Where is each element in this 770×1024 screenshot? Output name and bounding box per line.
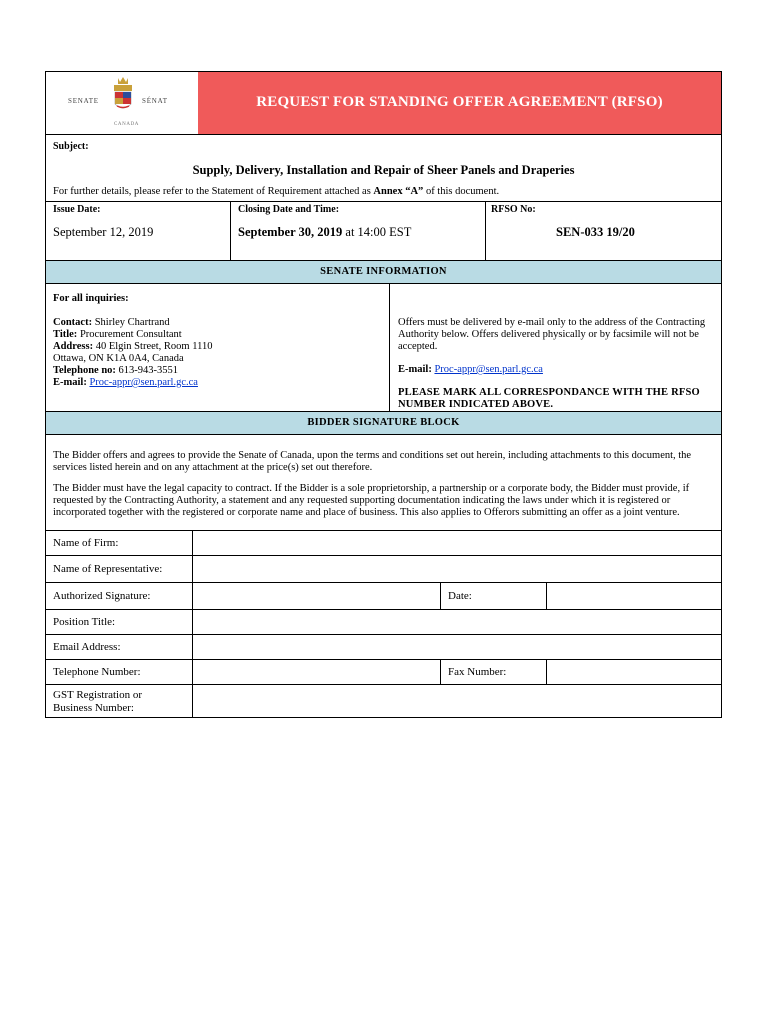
date-field[interactable] bbox=[546, 583, 721, 609]
subject-heading: Supply, Delivery, Installation and Repair of Sheer Panels and Draperies bbox=[192, 163, 575, 177]
signature-field[interactable] bbox=[192, 583, 441, 609]
closing-date-value bbox=[238, 225, 411, 240]
rfso-form bbox=[45, 71, 722, 718]
row-representative bbox=[46, 556, 721, 583]
title-value: Procurement Consultant bbox=[77, 329, 182, 340]
bidder-para-1: The Bidder offers and agrees to provide the Senate of Canada, upon the terms and conditions set out herein, including attachments to this document, the services listed herein and on any attachment at the price(s) set out therefore. bbox=[53, 450, 692, 473]
title-label: Title: bbox=[53, 329, 78, 340]
phone-number-label: Telephone Number: bbox=[53, 666, 141, 678]
position-label: Position Title: bbox=[53, 616, 116, 628]
logo-text-senate: SENATE bbox=[68, 97, 99, 105]
closing-time: at 14:00 EST bbox=[342, 225, 412, 239]
fax-label: Fax Number: bbox=[448, 666, 507, 678]
bidder-terms bbox=[46, 435, 721, 531]
title-banner bbox=[198, 72, 721, 134]
bidder-signature-band: BIDDER SIGNATURE BLOCK bbox=[46, 412, 721, 435]
closing-date: September 30, 2019 bbox=[238, 225, 343, 239]
subject-section bbox=[46, 135, 721, 202]
rep-label: Name of Representative: bbox=[53, 563, 163, 575]
please-mark-note: PLEASE MARK ALL CORRESPONDANCE WITH THE RFSO NUMBER INDICATED ABOVE. bbox=[398, 387, 700, 410]
fax-field[interactable] bbox=[546, 660, 721, 684]
firm-field[interactable] bbox=[192, 531, 721, 555]
contact-label: Contact: bbox=[53, 317, 93, 328]
gst-label-line2: Business Number: bbox=[53, 702, 134, 714]
gst-label-line1: GST Registration or bbox=[53, 689, 143, 701]
divider bbox=[485, 202, 486, 260]
offers-note: Offers must be delivered by e-mail only to the address of the Contracting Authority below. Offers delivered physically or by facsimile will not be accepted. bbox=[398, 317, 706, 352]
subject-details bbox=[53, 186, 499, 198]
email-address-label: Email Address: bbox=[53, 641, 121, 653]
email2-label: E-mail: bbox=[398, 364, 432, 375]
address-label: Address: bbox=[53, 341, 94, 352]
date-label: Date: bbox=[448, 590, 472, 602]
email2-link[interactable]: Proc-appr@sen.parl.gc.ca bbox=[434, 364, 543, 375]
row-gst bbox=[46, 685, 721, 717]
firm-label: Name of Firm: bbox=[53, 537, 119, 549]
row-email bbox=[46, 635, 721, 660]
position-field[interactable] bbox=[192, 610, 721, 634]
issue-date-label: Issue Date: bbox=[53, 204, 101, 215]
dates-row bbox=[46, 202, 721, 261]
email-label: E-mail: bbox=[53, 377, 87, 388]
email-field[interactable] bbox=[192, 635, 721, 659]
senate-info-band: SENATE INFORMATION bbox=[46, 261, 721, 284]
crest-icon bbox=[110, 76, 136, 120]
form-title: REQUEST FOR STANDING OFFER AGREEMENT (RFSO) bbox=[256, 94, 663, 110]
contact-block bbox=[53, 317, 383, 389]
gst-label bbox=[53, 689, 142, 715]
inquiries-label: For all inquiries: bbox=[53, 293, 129, 304]
offers-email bbox=[398, 364, 543, 376]
phone-value: 613-943-3551 bbox=[115, 365, 179, 376]
gst-field[interactable] bbox=[192, 685, 721, 717]
email-link[interactable]: Proc-appr@sen.parl.gc.ca bbox=[89, 377, 198, 388]
address-value: 40 Elgin Street, Room 1110 bbox=[93, 341, 213, 352]
senate-logo bbox=[46, 72, 199, 134]
row-position bbox=[46, 610, 721, 635]
phone-label: Telephone no: bbox=[53, 365, 116, 376]
logo-text-canada: CANADA bbox=[114, 122, 139, 127]
row-signature bbox=[46, 583, 721, 610]
divider bbox=[440, 583, 547, 609]
phone-field[interactable] bbox=[192, 660, 441, 684]
signature-label: Authorized Signature: bbox=[53, 590, 151, 602]
divider bbox=[440, 660, 547, 684]
annex-reference: Annex “A” bbox=[373, 186, 424, 197]
rfso-number-value: SEN-033 19/20 bbox=[556, 225, 635, 239]
issue-date-value: September 12, 2019 bbox=[53, 225, 154, 239]
rfso-number-label: RFSO No: bbox=[491, 204, 536, 215]
details-text-end: of this document. bbox=[423, 186, 500, 197]
representative-field[interactable] bbox=[192, 556, 721, 582]
row-phone bbox=[46, 660, 721, 685]
logo-text-senat: SÉNAT bbox=[142, 97, 168, 105]
senate-info-section bbox=[46, 284, 721, 412]
divider bbox=[230, 202, 231, 260]
details-text: For further details, please refer to the Statement of Requirement attached as bbox=[53, 186, 374, 197]
subject-label: Subject: bbox=[53, 141, 89, 152]
address-line-2: Ottawa, ON K1A 0A4, Canada bbox=[53, 353, 184, 364]
form-header bbox=[46, 72, 721, 135]
closing-date-label: Closing Date and Time: bbox=[238, 204, 340, 215]
row-firm bbox=[46, 531, 721, 556]
divider bbox=[389, 284, 390, 411]
bidder-para-2: The Bidder must have the legal capacity to contract. If the Bidder is a sole proprietorship, a partnership or a corporate body, the Bidder must provide, if requested by the Contracting Authority, a statement and any requested supporting documentation indicating the laws under which it is registered or incorporated together with the registered or corporate name and place of business. This also applies to Offerors submitting an offer as a joint venture. bbox=[53, 483, 690, 518]
contact-value: Shirley Chartrand bbox=[92, 317, 170, 328]
